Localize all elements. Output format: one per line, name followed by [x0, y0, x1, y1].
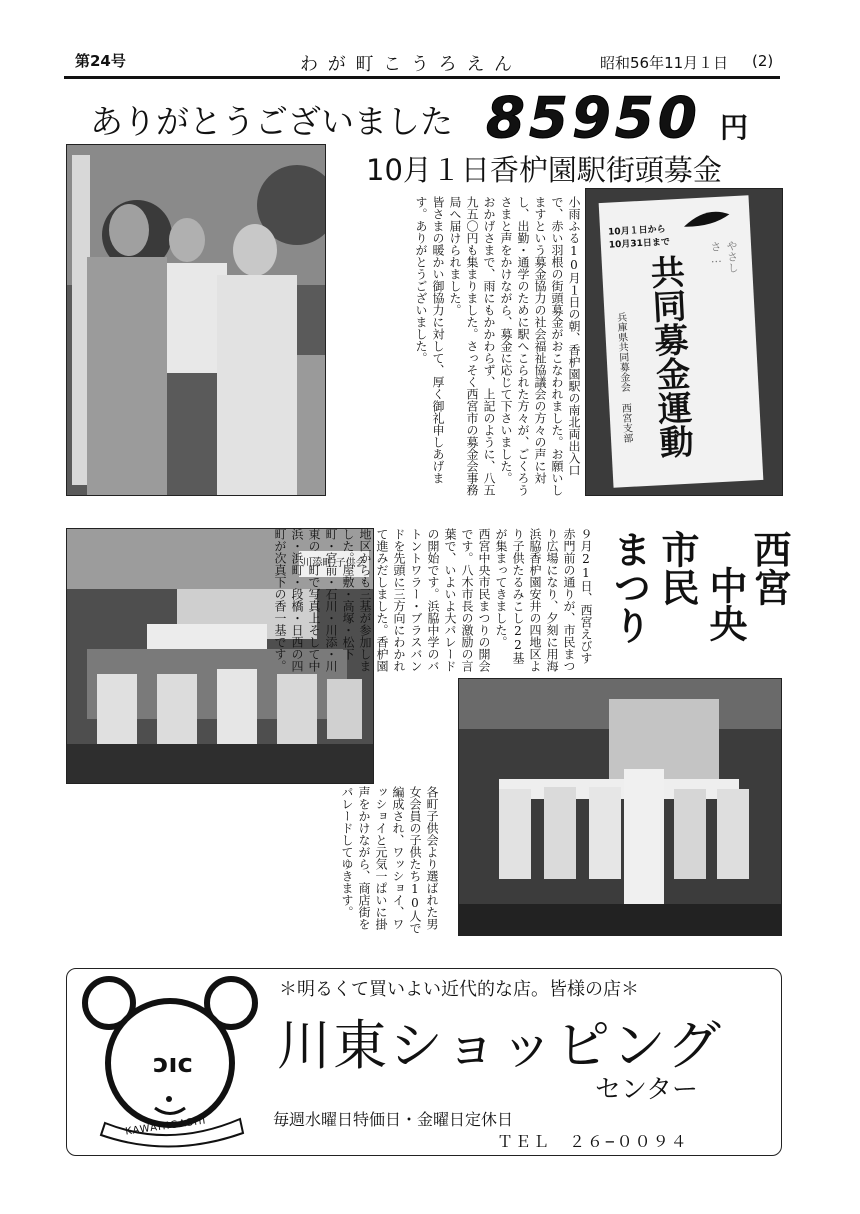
header-rule	[64, 76, 780, 79]
poster-period: 10月１日から10月31日まで	[607, 224, 671, 251]
publish-date: 昭和56年11月１日	[600, 54, 729, 72]
poster-top-text: やさしさ…	[708, 239, 740, 274]
article2-para-3: 各町子供会より選ばれた男女会員の子供たち10人で編成され、ワッショイ、ワッショイと元気一ぱいに掛声をかけながら、商店街をパレードしてゆきます。	[340, 786, 439, 934]
shop-advertisement	[66, 968, 782, 1156]
amount-unit: 円	[720, 111, 749, 144]
photo-street-donation	[66, 144, 326, 496]
bear-logo	[75, 973, 265, 1149]
festival-title-col-4: まつり	[607, 530, 651, 644]
page-number: (2)	[752, 52, 774, 70]
article1-para-1: 小雨ふる10月１日の朝、香枦園駅の南北両出入口で、赤い羽根の街頭募金がおこなわれました。お願いしますという募金協力の社会福祉協議会の方々の声に対し、出勤・通学のために駅へこられた方々が、ごくろうさまと声をかけながら、募金に応じて下さいました。	[499, 196, 581, 496]
shop-name: 川東ショッピング	[277, 1014, 723, 1077]
festival-title-col-2: 中央	[703, 566, 747, 642]
article1-para-2: おかげさまで、雨にもかかわらず、上記のように、八五九五〇円も集まりました。さっそく西宮市の募金会事務局へ届けられました。	[448, 196, 496, 496]
poster-main-text: 共同募金運動	[643, 253, 695, 460]
shop-hours: 毎週水曜日特価日・金曜日定休日	[273, 1110, 514, 1129]
issue-number: 第24号	[75, 52, 126, 70]
poster-issuer: 兵庫県共同募金会 西宮支部	[614, 311, 633, 444]
article1-body	[340, 196, 582, 496]
newspaper-title: わ が 町 こ う ろ え ん	[300, 54, 515, 75]
poster-board	[599, 195, 764, 487]
kodomokai-banner: 川添町 子供会	[299, 551, 369, 577]
article2-body-bottom	[290, 786, 440, 936]
photo-campaign-poster	[585, 188, 783, 496]
photo-mikoshi-parade-2	[458, 678, 782, 936]
article2-para-2: 西宮中央市民まつりの開会です。八木市長の激励の言葉で、いよいよ大パレードの開始です。浜脇中学のバトントワラー・ブラスバンドを先頭に三方向にわかれて進みだしました。香枦園地区からも三基が参加しました。屋敷・高塚・松下町・宮前・石川・川添・川東の一町で写真上そして中浜・浜町・段橋・日西の四町が次真下の香一基です。	[273, 528, 491, 672]
shop-tel: ＴＥＬ ２６−００９４	[497, 1132, 689, 1151]
shop-name-sub: センター	[595, 1075, 698, 1105]
logo-brand-name: KAWAHIGASHI	[124, 1115, 208, 1138]
festival-title-col-1: 西宮	[747, 530, 791, 606]
article1-para-3: 皆さまの暖かい御協力に対して、厚く御礼申しあげます。ありがとうございました。	[414, 196, 445, 484]
logo-letters: ɔıc	[153, 1049, 193, 1079]
article1-headline: 10月１日香枦園駅街頭募金	[366, 153, 722, 187]
donation-amount: 85950	[486, 86, 701, 151]
feather-icon	[681, 208, 732, 231]
thanks-headline: ありがとうございました	[90, 102, 453, 141]
ad-tagline: ＊明るくて買いよい近代的な店。皆様の店＊	[279, 979, 639, 1000]
article2-para-1: ９月21日、西宮えびす赤門前の通りが、市民まつり広場になり、夕刻に用海浜脇香枦園安井の四地区より子供たるみこし22基が集まってきました。	[494, 528, 593, 672]
festival-title-col-3: 市民	[655, 530, 699, 606]
